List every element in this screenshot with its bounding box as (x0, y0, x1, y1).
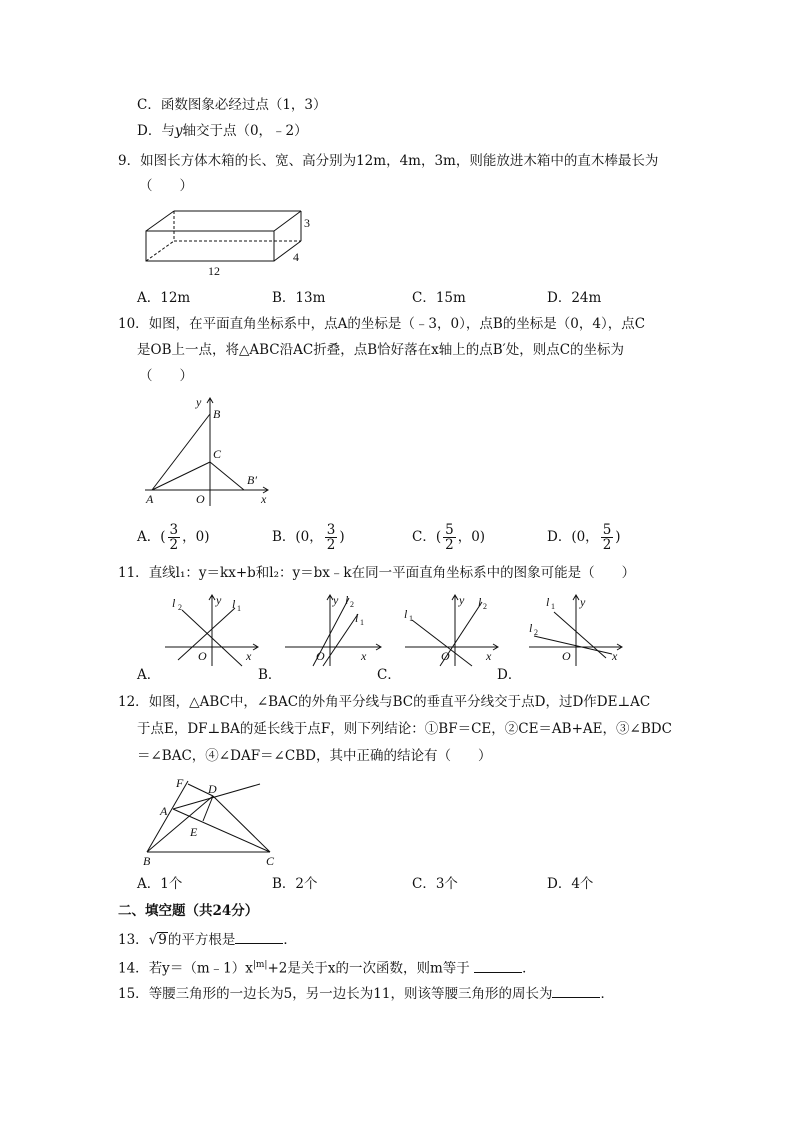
q10-y-axis-label: y (196, 395, 202, 409)
q12-text-1: 如图，△ABC中，∠BAC的外角平分线与BC的垂直平分线交于点D，过D作DE⊥AC (148, 694, 651, 710)
q10-option-b-num: 3 (326, 522, 336, 538)
q11a-y: y (216, 593, 222, 607)
q11c-l1: l (404, 607, 408, 621)
q13-radicand: 9 (158, 932, 167, 948)
q12-point-c: C (266, 854, 275, 868)
q10-option-c-pre: C．( (412, 529, 442, 545)
q11-option-a: A． (137, 667, 161, 683)
q11d-y: y (580, 595, 586, 609)
q11c-l2: l (478, 595, 482, 609)
q8-option-c: C．函数图象必经过点（1，3） (137, 97, 327, 113)
q11a-l2: l (172, 596, 176, 610)
q15-answer-blank[interactable] (552, 983, 600, 998)
q11-text: 直线l₁：y＝kx+b和l₂：y＝bx﹣k在同一平面直角坐标系中的图象可能是（ ） (148, 565, 636, 581)
q15-number: 15． (118, 986, 149, 1002)
q12-point-d: D (208, 782, 217, 796)
q9-width-label: 4 (293, 250, 299, 264)
q11d-l2-sub: 2 (534, 628, 538, 637)
q11d-x: x (612, 649, 618, 663)
q11b-l2: l (345, 593, 349, 607)
q11c-y: y (459, 593, 465, 607)
q10-option-d-den: 2 (602, 537, 612, 553)
q11-option-c: C． (377, 667, 401, 683)
q9-option-d: D．24m (547, 290, 602, 306)
q11b-l2-sub: 2 (350, 600, 354, 609)
q13-number: 13． (118, 932, 149, 948)
q15-end: ． (600, 986, 614, 1002)
q10-option-a-num: 3 (169, 522, 179, 538)
section-fill-in-title: 二、填空题（共24分） (118, 903, 259, 919)
q10-option-b-den: 2 (326, 537, 336, 553)
q12-stem-line1 (118, 693, 650, 711)
q14-number: 14． (118, 960, 149, 977)
q12-number: 12． (118, 694, 149, 710)
q10-option-b-fraction (325, 523, 338, 552)
q12-triangle-figure (140, 772, 290, 867)
q8-option-d-post: 轴交于点（0，﹣2） (182, 123, 308, 139)
q11-stem (118, 564, 635, 582)
q14 (118, 956, 536, 978)
q10-option-c-fraction (443, 523, 456, 552)
q11-graph-b (283, 590, 388, 670)
q10-number: 10． (118, 316, 149, 332)
q12-stem-line2: 于点E，DF⊥BA的延长线于点F，则下列结论：①BF＝CE，②CE＝AB+AE，③∠BDC (137, 721, 672, 737)
q10-option-c (412, 520, 485, 554)
q11a-l2-sub: 2 (178, 603, 182, 612)
q10-origin: O (196, 492, 205, 506)
q10-stem-line1 (118, 315, 645, 333)
q11-graph-d (524, 590, 629, 670)
q11b-l1-sub: 1 (360, 618, 364, 627)
q11-graph-a (160, 590, 265, 670)
q13: 13．√9的平方根是 ． (118, 929, 297, 949)
q9-option-a: A．12m (137, 290, 191, 306)
q11c-x: x (486, 649, 492, 663)
q14-pre: 若y＝（m﹣1）x (148, 960, 253, 977)
q11c-l2-sub: 2 (483, 602, 487, 611)
q10-option-b-pre: B．(0， (272, 529, 323, 545)
q9-height-label: 3 (304, 216, 310, 230)
q10-option-a-pre: A．( (137, 529, 166, 545)
q10-option-b (272, 520, 345, 554)
q9-number: 9． (118, 153, 141, 169)
q13-answer-blank[interactable] (235, 929, 283, 944)
q11c-origin: O (441, 649, 450, 663)
q12-point-f: F (176, 776, 184, 790)
q12-option-b: B．2个 (272, 876, 318, 892)
q11-number: 11． (118, 565, 149, 581)
q13-text: 的平方根是 (167, 932, 236, 948)
q12-option-d: D．4个 (547, 876, 594, 892)
q10-point-b: B (213, 407, 221, 421)
q9-paren: （ ） (139, 178, 193, 194)
q11b-x: x (361, 649, 367, 663)
q8-option-d-pre: D．与 (137, 123, 175, 139)
q8-option-d (137, 122, 308, 140)
q10-option-b-post: ) (339, 529, 345, 545)
q11a-x: x (246, 649, 252, 663)
q10-stem-line2: 是OB上一点，将△ABC沿AC折叠，点B恰好落在x轴上的点B′处，则点C的坐标为 (137, 342, 625, 358)
q13-end: ． (283, 932, 297, 948)
q15-text: 等腰三角形的一边长为5，另一边长为11，则该等腰三角形的周长为 (148, 986, 553, 1002)
q11-option-b: B． (258, 667, 282, 683)
q11a-origin: O (198, 649, 207, 663)
q11d-l1-sub: 1 (551, 602, 555, 611)
q10-option-a-fraction (168, 523, 181, 552)
q10-point-bprime: B′ (247, 473, 257, 487)
q10-option-c-num: 5 (445, 522, 454, 538)
q9-option-c: C．15m (412, 290, 466, 306)
q14-end: ． (522, 960, 536, 977)
q11d-l2: l (529, 621, 533, 635)
q10-option-a (137, 520, 209, 554)
q11d-l1: l (546, 595, 550, 609)
q12-point-e: E (190, 825, 198, 839)
q10-x-axis-label: x (261, 492, 267, 506)
q11a-l1: l (232, 597, 236, 611)
q12-stem-line3: ＝∠BAC，④∠DAF＝∠CBD，其中正确的结论有（ ） (137, 748, 492, 764)
q11c-l1-sub: 1 (409, 614, 413, 623)
q9-stem (118, 152, 658, 170)
q10-text-1: 如图，在平面直角坐标系中，点A的坐标是（﹣3，0），点B的坐标是（0，4），点C (148, 316, 646, 332)
q12-option-c: C．3个 (412, 876, 458, 892)
q10-option-d-num: 5 (602, 522, 612, 538)
q10-option-d (547, 520, 621, 554)
q10-option-d-fraction (601, 523, 614, 552)
q12-option-a: A．1个 (137, 876, 183, 892)
q8-option-d-var: y (174, 123, 183, 139)
q9-text: 如图长方体木箱的长、宽、高分别为12m，4m，3m，则能放进木箱中的直木棒最长为 (140, 153, 659, 169)
q10-point-a: A (146, 492, 154, 506)
q11a-l1-sub: 1 (237, 604, 241, 613)
q10-point-c: C (213, 447, 222, 461)
q14-answer-blank[interactable] (474, 958, 522, 973)
q11d-origin: O (562, 649, 571, 663)
q10-option-a-den: 2 (169, 537, 179, 553)
q11b-l1: l (355, 611, 359, 625)
q9-option-b: B．13m (272, 290, 326, 306)
q15 (118, 983, 614, 1003)
q12-point-a: A (160, 804, 168, 818)
q9-box-figure (140, 205, 315, 280)
q10-paren: （ ） (139, 368, 193, 384)
q10-option-a-post: ，0) (182, 529, 210, 545)
q11b-y: y (333, 593, 339, 607)
q14-mid: +2是关于x的一次函数，则m等于 (267, 960, 470, 977)
q11-option-d: D． (497, 667, 522, 683)
q11b-origin: O (316, 649, 325, 663)
q14-exponent: |m| (252, 960, 268, 970)
q10-option-c-post: ，0) (457, 529, 486, 545)
q12-point-b: B (143, 854, 151, 868)
q10-coordinate-figure (140, 392, 280, 510)
q9-length-label: 12 (208, 264, 220, 278)
q10-option-d-pre: D．(0， (547, 529, 599, 545)
q10-option-c-den: 2 (445, 537, 454, 553)
q10-option-d-post: ) (615, 529, 621, 545)
q11-graph-c (400, 590, 505, 670)
